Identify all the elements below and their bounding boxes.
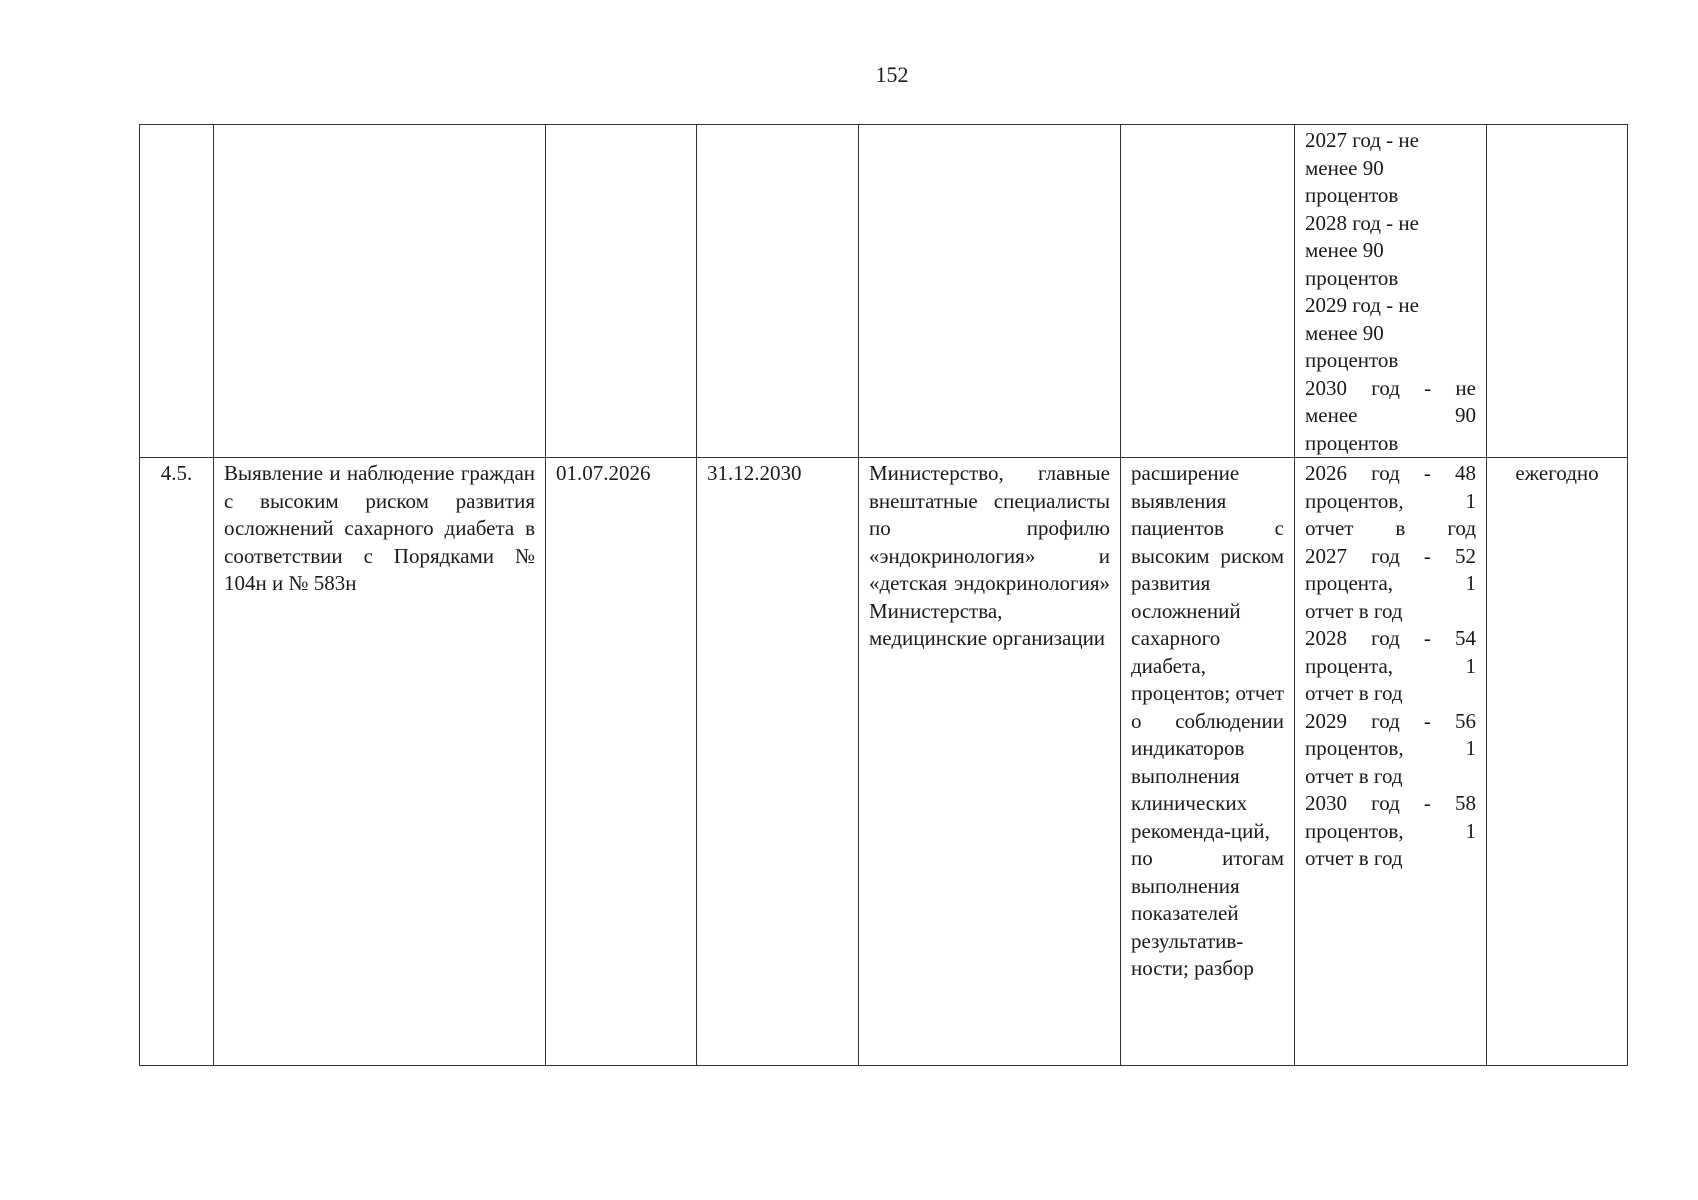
indicator-line: отчет в год — [1305, 846, 1403, 870]
indicator-line: процента, 1 — [1305, 653, 1476, 678]
cell-number-empty — [140, 125, 214, 458]
indicator-line: 2026 год - 48 — [1305, 461, 1476, 485]
cell-result-empty — [1121, 125, 1295, 458]
indicator-line: 2028 год - не — [1305, 210, 1419, 235]
indicator-line: процентов — [1305, 265, 1399, 290]
indicator-line: процентов — [1305, 348, 1399, 372]
indicator-line: 2030 год - не — [1305, 375, 1476, 400]
indicator-line: процентов — [1305, 430, 1399, 455]
cell-number: 4.5. — [140, 458, 214, 1066]
indicator-line: менее 90 — [1305, 403, 1476, 427]
table-row-continuation — [140, 125, 1628, 458]
cell-responsible: Министерство, главные внештатные специалисты по профилю «эндокринология» и «детская эндокринология» Министерства, медицинские организации — [859, 458, 1121, 1066]
indicator-line: 2029 год - не — [1305, 293, 1419, 317]
cell-name-empty — [214, 125, 546, 458]
indicator-line: 2027 год - 52 — [1305, 543, 1476, 568]
cell-start-date: 01.07.2026 — [546, 458, 697, 1066]
indicator-line: отчет в год — [1305, 763, 1403, 788]
cell-end-date-empty — [697, 125, 859, 458]
indicator-line: 2028 год - 54 — [1305, 626, 1476, 650]
indicator-line: отчет в год — [1305, 681, 1403, 705]
indicator-line: менее 90 — [1305, 320, 1384, 345]
cell-frequency-empty — [1487, 125, 1628, 458]
cell-measure-name: Выявление и наблюдение граждан с высоким риском развития осложнений сахарного диабета в соответствии с Порядками № 104н и № 583н — [214, 458, 546, 1066]
cell-end-date: 31.12.2030 — [697, 458, 859, 1066]
indicator-line: 2029 год - 56 — [1305, 708, 1476, 733]
cell-result: расширение выявления пациентов с высоким риском развития осложнений сахарного диабета, процентов; отчет о соблюдении индикаторов выполнения клинических рекоменда-ций, по итогам выполнения показателей результатив-ности; разбор — [1121, 458, 1295, 1066]
indicator-line: менее 90 — [1305, 155, 1384, 180]
indicator-line: процентов — [1305, 183, 1399, 207]
indicator-line: процентов, 1 — [1305, 818, 1476, 843]
indicator-line: процентов, 1 — [1305, 736, 1476, 760]
indicator-line: процентов, 1 — [1305, 488, 1476, 513]
page-number: 152 — [875, 62, 909, 87]
cell-frequency: ежегодно — [1487, 458, 1628, 1066]
indicator-line: менее 90 — [1305, 238, 1384, 262]
indicator-line: процента, 1 — [1305, 571, 1476, 595]
indicator-line: отчет в год — [1305, 516, 1476, 540]
indicator-line: 2027 год - не — [1305, 128, 1419, 152]
cell-responsible-empty — [859, 125, 1121, 458]
cell-indicators — [1295, 458, 1487, 1066]
indicator-line: отчет в год — [1305, 598, 1403, 623]
measures-table — [139, 124, 1628, 1066]
indicator-line: 2030 год - 58 — [1305, 791, 1476, 815]
cell-indicators-continuation — [1295, 125, 1487, 458]
table-row-4-5 — [140, 458, 1628, 1066]
cell-start-date-empty — [546, 125, 697, 458]
